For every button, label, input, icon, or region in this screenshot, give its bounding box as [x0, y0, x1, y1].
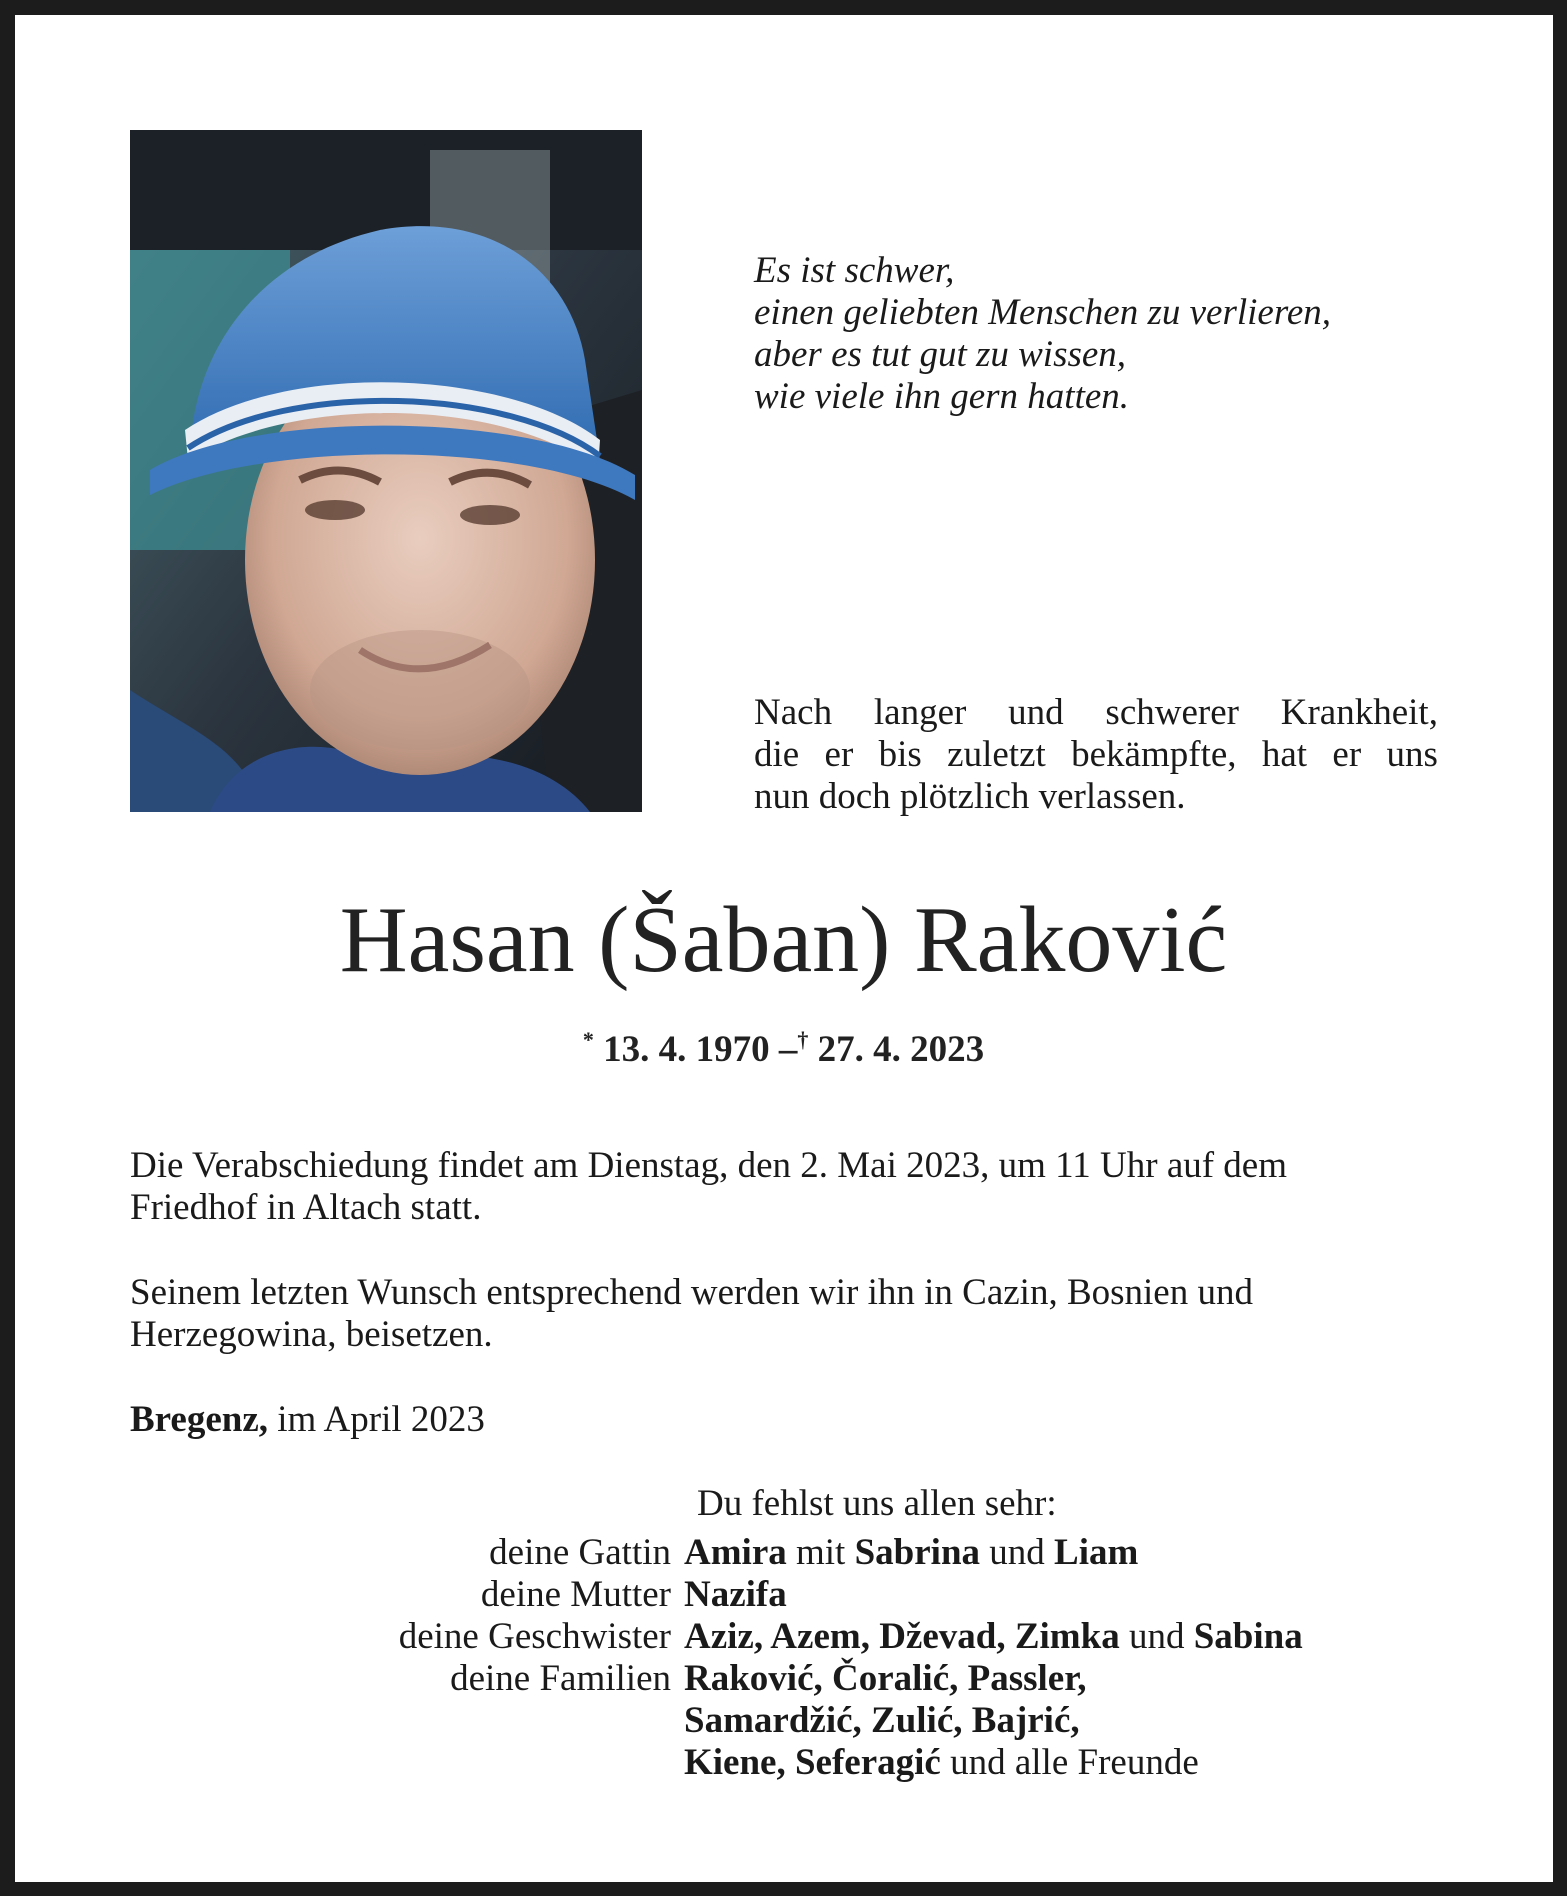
note-word: bis [878, 734, 922, 775]
note-word: und [1008, 692, 1064, 733]
note-word: langer [873, 692, 967, 733]
relation-label: deine Familien [450, 1658, 671, 1699]
connector-word: und [989, 1532, 1045, 1573]
wish-line: Herzegowina, beisetzen. [130, 1314, 493, 1355]
poem-line: wie viele ihn gern hatten. [754, 376, 1130, 417]
birth-date: 13. 4. 1970 [603, 1029, 770, 1070]
poem-line: Es ist schwer, [754, 250, 955, 291]
ceremony-line: Friedhof in Altach statt. [130, 1187, 482, 1228]
note-word: schwerer [1105, 692, 1239, 733]
ceremony-paragraph [130, 1145, 1440, 1229]
family-row-familien-3 [200, 1742, 1500, 1784]
note-word: bekämpfte, [1071, 734, 1237, 775]
family-name: Liam [1054, 1532, 1139, 1573]
note-word: er [1332, 734, 1362, 775]
family-name: Kiene, Seferagić [684, 1742, 941, 1783]
family-row-familien [200, 1658, 1500, 1700]
family-name: Aziz, Azem, Dževad, Zimka [684, 1616, 1120, 1657]
note-line-3: nun doch plötzlich verlassen. [754, 776, 1186, 817]
family-name: Amira [684, 1532, 787, 1573]
note-word: hat [1261, 734, 1308, 775]
illness-note [754, 692, 1438, 818]
death-symbol: † [797, 1027, 809, 1052]
place-date-text: im April 2023 [277, 1399, 485, 1440]
family-row-geschwister [200, 1616, 1500, 1658]
place-city: Bregenz, [130, 1399, 269, 1440]
birth-symbol: * [582, 1027, 594, 1052]
burial-wish-paragraph [130, 1272, 1440, 1356]
portrait-photo [130, 130, 642, 812]
life-dates [0, 1018, 1567, 1072]
family-row-mutter [200, 1574, 1500, 1616]
note-word: uns [1386, 734, 1438, 775]
poem [754, 250, 1454, 418]
note-word: Nach [754, 692, 833, 733]
family-name: Nazifa [684, 1574, 787, 1615]
deceased-name: Hasan (Šaban) Raković [339, 888, 1228, 992]
family-name: Raković, Čoralić, Passler, [684, 1658, 1087, 1699]
signoff-line: Du fehlst uns allen sehr: [697, 1483, 1057, 1524]
death-date: 27. 4. 2023 [817, 1029, 985, 1070]
note-word: zuletzt [947, 734, 1046, 775]
note-line-2 [754, 734, 1438, 776]
family-row-gattin [200, 1532, 1500, 1574]
note-word: er [824, 734, 854, 775]
relation-label: deine Mutter [480, 1574, 671, 1615]
wish-line: Seinem letzten Wunsch entsprechend werden wir ihn in Cazin, Bosnien und [130, 1272, 1253, 1313]
ceremony-line: Die Verabschiedung findet am Dienstag, den 2. Mai 2023, um 11 Uhr auf dem [130, 1145, 1288, 1186]
relation-label: deine Geschwister [398, 1616, 671, 1657]
connector-word: und [1128, 1616, 1185, 1657]
connector-word: mit [796, 1532, 846, 1573]
portrait-illustration [130, 130, 642, 812]
poem-line: aber es tut gut zu wissen, [754, 334, 1127, 375]
place-date [130, 1399, 1440, 1441]
relation-label: deine Gattin [489, 1532, 671, 1573]
note-word: Krankheit, [1280, 692, 1438, 733]
family-row-familien-2 [200, 1700, 1500, 1742]
family-name: Sabina [1193, 1616, 1303, 1657]
note-word: die [754, 734, 800, 775]
connector-word: und alle Freunde [950, 1742, 1199, 1783]
date-dash: – [778, 1029, 798, 1070]
poem-line: einen geliebten Menschen zu verlieren, [754, 292, 1332, 333]
family-name: Sabrina [854, 1532, 981, 1573]
family-name: Samardžić, Zulić, Bajrić, [684, 1700, 1080, 1741]
note-line-1 [754, 692, 1438, 734]
family-list [200, 1532, 1500, 1784]
